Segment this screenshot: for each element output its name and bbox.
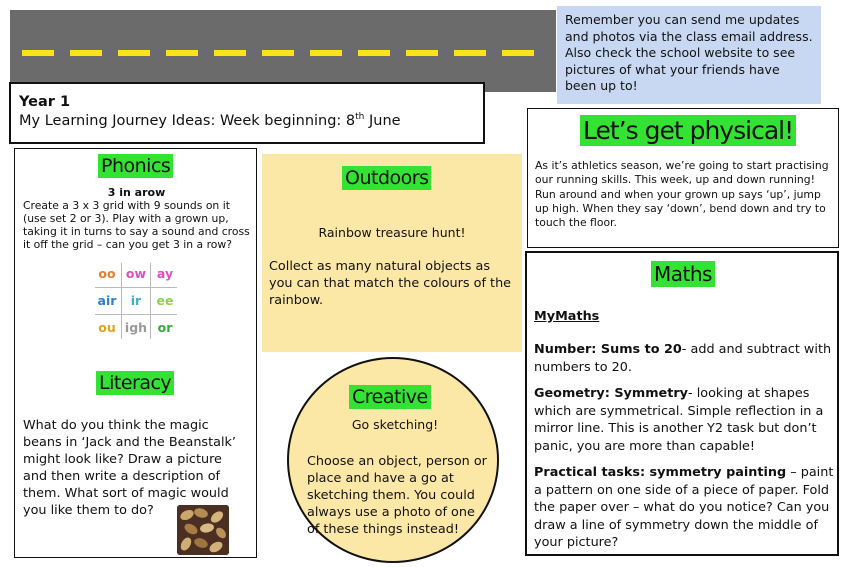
literacy-text: What do you think the magic beans in ‘Jack and the Beanstalk’ might look like? Draw a picture and then write a description of them. What sort of magic would you like them to do? xyxy=(23,418,236,518)
road-dash xyxy=(454,50,486,56)
creative-panel xyxy=(287,357,499,563)
creative-heading: Creative xyxy=(349,385,431,409)
geometry-text: - looking at shapes which are symmetrical. Simple reflection in a mirror line. This is another Y2 task but don’t panic, you are more than capable! xyxy=(534,386,824,454)
grid-cell: ay xyxy=(156,266,174,281)
physical-text: As it’s athletics season, we’re going to start practising our running skills. This week, up and down running! Run around and when your grown up says ‘up’, jump up high. When they say ‘down’, bend down and try to touch the floor. xyxy=(535,159,829,230)
page-title-box xyxy=(9,82,485,144)
physical-panel xyxy=(527,108,839,248)
title-prefix: My Learning Journey Ideas: Week beginning: 8 xyxy=(19,113,356,129)
road-dash xyxy=(502,50,534,56)
road-dash xyxy=(214,50,246,56)
practical-label: Practical tasks: symmetry painting xyxy=(534,465,787,480)
geometry-label: Geometry: Symmetry xyxy=(534,386,689,401)
phonics-literacy-panel xyxy=(14,148,257,558)
mymaths-link[interactable]: MyMaths xyxy=(534,309,600,324)
grid-cell: ir xyxy=(130,293,142,308)
grid-cell: igh xyxy=(124,320,148,335)
reminder-note: Remember you can send me updates and photos via the class email address. Also check the school website to see pictures of what your friends have been up to! xyxy=(557,6,821,104)
number-label: Number: Sums to 20 xyxy=(534,342,682,357)
year-label: Year 1 xyxy=(19,94,71,110)
maths-number xyxy=(534,341,834,376)
page-title xyxy=(19,112,475,131)
road-dash xyxy=(118,50,150,56)
grid-cell: air xyxy=(97,293,117,308)
road-dash xyxy=(262,50,294,56)
phonics-text: Create a 3 x 3 grid with 9 sounds on it (use set 2 or 3). Play with a grown up, taking it in turns to say a sound and cross it off the grid – can you get 3 in a row? xyxy=(23,199,250,251)
grid-cell: ee xyxy=(156,293,174,308)
outdoors-text: Collect as many natural objects as you can that match the colours of the rainbow. xyxy=(269,259,512,308)
practical-text: – paint a pattern on one side of a piece of paper. Fold the paper over – what do you notice? Can you draw a line of symmetry down the middle of your picture? xyxy=(534,465,834,550)
magic-beans-image xyxy=(177,505,229,555)
maths-geometry xyxy=(534,385,834,455)
sound-grid xyxy=(93,261,179,341)
creative-text: Choose an object, person or place and have a go at sketching them. You could always use a photo of one of these things instead! xyxy=(307,454,487,537)
literacy-heading: Literacy xyxy=(96,371,174,395)
physical-heading: Let’s get physical! xyxy=(580,115,796,146)
outdoors-activity: Rainbow treasure hunt! xyxy=(318,225,466,240)
road-dash xyxy=(166,50,198,56)
grid-cell: oo xyxy=(98,266,116,281)
phonics-heading: Phonics xyxy=(98,154,173,178)
outdoors-panel xyxy=(262,154,522,352)
grid-cell: or xyxy=(157,320,173,335)
maths-heading: Maths xyxy=(651,261,715,287)
road-dash xyxy=(406,50,438,56)
title-suffix: June xyxy=(364,113,401,129)
creative-activity: Go sketching! xyxy=(351,417,439,432)
title-sup: th xyxy=(355,112,365,123)
grid-cell: ow xyxy=(125,266,147,281)
road-dash xyxy=(22,50,54,56)
maths-practical xyxy=(534,464,834,552)
phonics-subtitle: 3 in arow xyxy=(107,186,166,199)
outdoors-heading: Outdoors xyxy=(342,166,431,190)
road-dash xyxy=(358,50,390,56)
road-dash xyxy=(70,50,102,56)
maths-panel xyxy=(525,251,839,556)
road-dash xyxy=(310,50,342,56)
grid-cell: ou xyxy=(98,320,116,335)
number-text: - add and subtract with numbers to 20. xyxy=(534,342,832,375)
road-banner xyxy=(10,10,556,92)
